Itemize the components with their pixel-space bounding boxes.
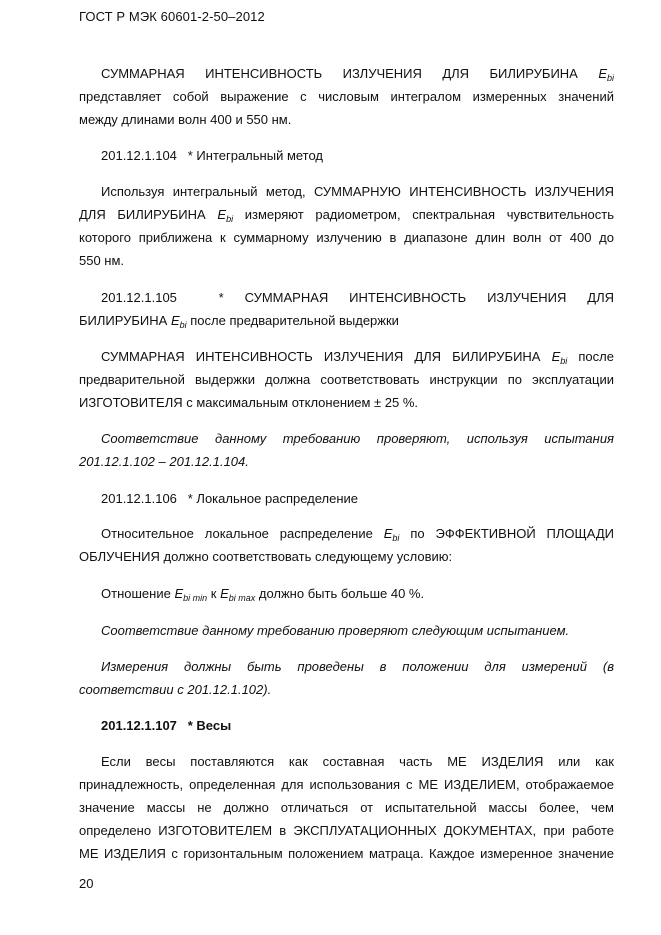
paragraph-measurement-position	[79, 655, 614, 701]
section-heading-105	[79, 286, 614, 332]
section-title: * Интегральный метод	[187, 148, 324, 163]
paragraph-compliance-check-1	[79, 427, 614, 473]
text-line: 550 нм.	[79, 253, 125, 268]
section-number: 201.12.1.106	[101, 491, 177, 506]
text-line: Если весы поставляются как составная часть МЕ ИЗДЕЛИЯ или как	[101, 754, 614, 769]
paragraph-after-preexposure	[79, 345, 614, 414]
symbol-e-bi-min: $E_{bi min}$	[174, 586, 208, 603]
text-line: между длинами волн 400 и 550 нм.	[79, 112, 292, 127]
paragraph-ratio-condition: Отношение $E_{bi min}$ к $E_{bi max}$ должно быть больше 40 %.	[79, 582, 614, 605]
page-number: 20	[79, 876, 94, 891]
text-line: ИЗГОТОВИТЕЛЯ с максимальным отклонением ± 25 %.	[79, 395, 419, 410]
section-heading-104	[79, 144, 614, 167]
section-number: 201.12.1.104	[101, 148, 177, 163]
text-line: БИЛИРУБИНА $E_{bi}$ после предварительной выдержки	[79, 309, 614, 332]
section-heading-107	[79, 714, 614, 737]
text-line: принадлежность, определенная для использования с МЕ ИЗДЕЛИЕМ, отображаемое	[79, 777, 614, 792]
text-line: значение массы не должно отличаться от испытательной массы более, чем	[79, 800, 614, 815]
symbol-e-bi: $E_{bi}$	[217, 207, 234, 224]
text-line: Измерения должны быть проведены в положении для измерений (в	[101, 659, 614, 674]
symbol-e-bi: $E_{bi}$	[598, 66, 614, 83]
paragraph-compliance-check-2: Соответствие данному требованию проверяют следующим испытанием.	[101, 623, 570, 638]
symbol-e-bi-max: $E_{bi max}$	[220, 586, 256, 603]
section-number: 201.12.1.105	[101, 290, 177, 305]
paragraph-integral-method	[79, 180, 614, 272]
text-line: МЕ ИЗДЕЛИЯ с горизонтальным положением матраца. Каждое измеренное значение	[79, 846, 614, 861]
text-line: Используя интегральный метод, СУММАРНУЮ ИНТЕНСИВНОСТЬ ИЗЛУЧЕНИЯ	[101, 184, 614, 199]
text-line: 201.12.1.105 * СУММАРНАЯ ИНТЕНСИВНОСТЬ ИЗЛУЧЕНИЯ ДЛЯ	[101, 290, 614, 305]
paragraph-local-distribution	[79, 522, 614, 568]
symbol-e-bi: $E_{bi}$	[383, 526, 400, 543]
text-line: 201.12.1.102 – 201.12.1.104.	[79, 454, 249, 469]
section-title: * Весы	[187, 718, 232, 733]
text-line: Относительное локальное распределение $E_{bi}$ по ЭФФЕКТИВНОЙ ПЛОЩАДИ	[79, 522, 614, 545]
text-line: Соответствие данному требованию проверяют, используя испытания	[101, 431, 614, 446]
text-line: которого приближена к суммарному излучению в диапазоне длин волн от 400 до	[79, 230, 614, 245]
text-line: СУММАРНАЯ ИНТЕНСИВНОСТЬ ИЗЛУЧЕНИЯ ДЛЯ БИЛИРУБИНА $E_{bi}$	[79, 62, 614, 85]
text-line: ОБЛУЧЕНИЯ должно соответствовать следующему условию:	[79, 549, 453, 564]
text-line: представляет собой выражение с числовым интегралом измеренных значений	[79, 89, 614, 104]
text-line: соответствии с 201.12.1.102).	[79, 682, 272, 697]
section-title: * Локальное распределение	[187, 491, 359, 506]
document-header: ГОСТ Р МЭК 60601-2-50–2012	[79, 9, 265, 24]
section-heading-106	[79, 487, 614, 510]
symbol-e-bi: $E_{bi}$	[551, 349, 568, 366]
text-line: СУММАРНАЯ ИНТЕНСИВНОСТЬ ИЗЛУЧЕНИЯ ДЛЯ БИЛИРУБИНА $E_{bi}$ после	[79, 345, 614, 368]
text-line: ДЛЯ БИЛИРУБИНА $E_{bi}$ измеряют радиометром, спектральная чувствительность	[79, 203, 614, 226]
section-number: 201.12.1.107	[101, 718, 177, 733]
symbol-e-bi: $E_{bi}$	[170, 313, 187, 330]
paragraph-scales	[79, 750, 614, 865]
text-line: предварительной выдержки должна соответствовать инструкции по эксплуатации	[79, 372, 614, 387]
text-line: определено ИЗГОТОВИТЕЛЕМ в ЭКСПЛУАТАЦИОННЫХ ДОКУМЕНТАХ, при работе	[79, 823, 614, 838]
paragraph-summary-intensity	[79, 62, 614, 131]
